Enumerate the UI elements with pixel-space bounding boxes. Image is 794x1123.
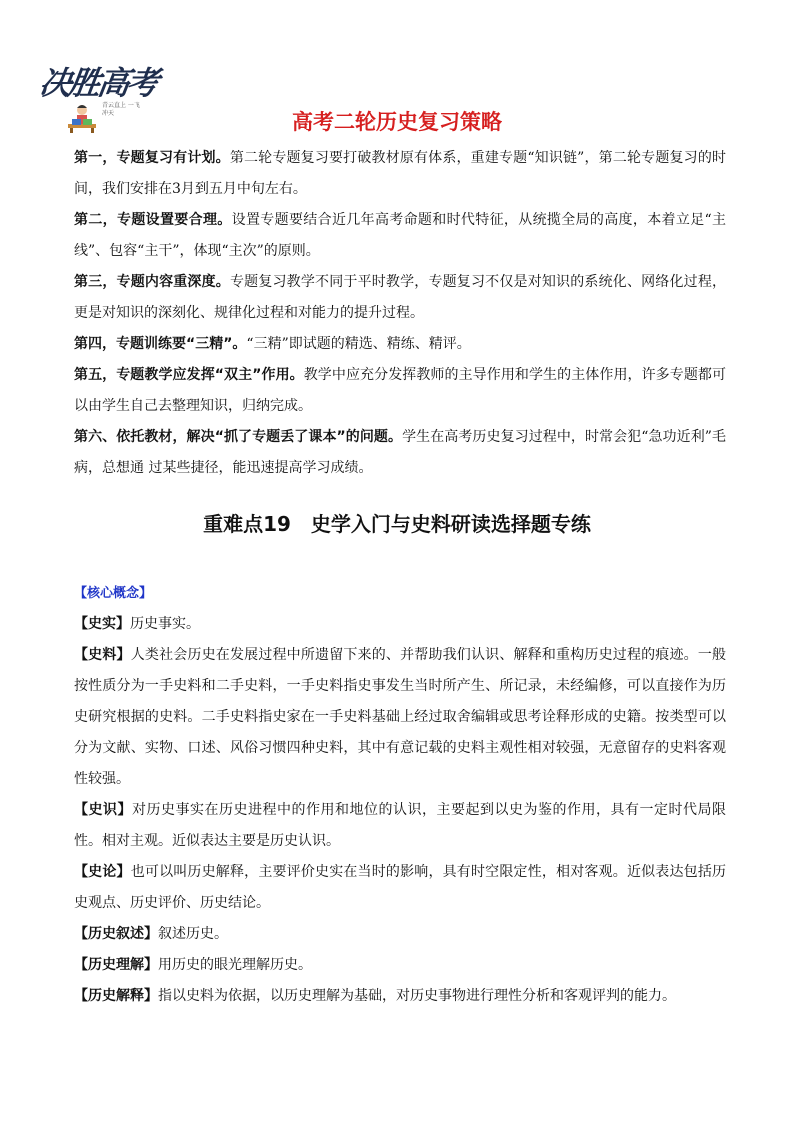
strategy-item [74,360,726,422]
strategy-lead: 第五，专题教学应发挥“双主”作用。 [74,367,304,383]
concept-body: 对历史事实在历史进程中的作用和地位的认识，主要起到以史为鉴的作用，具有一定时代局限性。相对主观。近似表达主要是历史认识。 [74,802,726,849]
strategy-body: 教学中应充分发挥教师的主导作用和学生的主体作用，许多专题都可以由学生自己去整理知识，归纳完成。 [74,367,726,414]
concept-body: 用历史的眼光理解历史。 [158,957,312,973]
concept-term: 【史论】 [74,864,131,880]
strategy-lead: 第一，专题复习有计划。 [74,150,230,166]
concept-item [74,950,726,981]
strategy-item [74,329,726,360]
concept-body: 人类社会历史在发展过程中所遗留下来的、并帮助我们认识、解释和重构历史过程的痕迹。一般按性质分为一手史料和二手史料，一手史料指史事发生当时所产生、所记录，未经编修，可以直接作为历史研究根据的史料。二手史料指史家在一手史料基础上经过取舍编辑或思考诠释形成的史籍。按类型可以分为文献、实物、口述、风俗习惯四种史料，其中有意记载的史料主观性相对较强，无意留存的史料客观性较强。 [74,647,727,787]
strategy-item [74,205,726,267]
logo-subtitle: 青云直上 一飞冲天 [102,102,140,117]
strategy-body: 设置专题要结合近几年高考命题和时代特征，从统揽全局的高度，本着立足“主线”、包容“主干”，体现“主次”的原则。 [74,212,727,259]
concept-item [74,919,726,950]
topic-title: 重难点19 史学入门与史料研读选择题专练 [203,512,591,536]
concept-item [74,857,726,919]
strategy-body: 学生在高考历史复习过程中，时常会犯“急功近利”毛病，总想通 过某些捷径，能迅速提高学习成绩。 [74,429,726,476]
strategy-body: 专题复习教学不同于平时教学，专题复习不仅是对知识的系统化、网络化过程，更是对知识的深刻化、规律化过程和对能力的提升过程。 [74,274,727,321]
strategy-item [74,143,726,205]
concepts-section [74,578,726,1012]
concept-body: 历史事实。 [130,616,200,632]
concept-term: 【历史叙述】 [74,926,158,942]
strategy-item [74,422,726,484]
concept-term: 【史识】 [74,802,132,818]
strategy-lead: 第三，专题内容重深度。 [74,274,230,290]
strategy-lead: 第六、依托教材，解决“抓了专题丢了课本”的问题。 [74,429,403,445]
strategy-title: 高考二轮历史复习策略 [292,110,502,134]
strategy-item [74,267,726,329]
section-head: 【核心概念】 [74,586,153,601]
strategy-list [74,143,726,484]
concepts-heading [74,578,726,609]
concept-item [74,981,726,1012]
concept-term: 【史料】 [74,647,131,663]
logo-text: 决胜高考 [37,64,159,102]
concept-body: 叙述历史。 [158,926,228,942]
concept-body: 指以史料为依据，以历史理解为基础，对历史事物进行理性分析和客观评判的能力。 [158,988,676,1004]
concept-body: 也可以叫历史解释，主要评价史实在当时的影响，具有时空限定性，相对客观。近似表达包括历史观点、历史评价、历史结论。 [74,864,727,911]
strategy-body: 第二轮专题复习要打破教材原有体系，重建专题“知识链”，第二轮专题复习的时间，我们安排在3月到五月中旬左右。 [74,150,727,197]
concept-term: 【历史解释】 [74,988,158,1004]
concept-item [74,609,726,640]
concept-item [74,795,726,857]
concept-item [74,640,726,795]
strategy-body: “三精”即试题的精选、精练、精评。 [246,336,471,352]
strategy-lead: 第四，专题训练要“三精”。 [74,336,247,352]
strategy-lead: 第二，专题设置要合理。 [74,212,232,228]
concept-term: 【史实】 [74,616,130,632]
concept-term: 【历史理解】 [74,957,158,973]
